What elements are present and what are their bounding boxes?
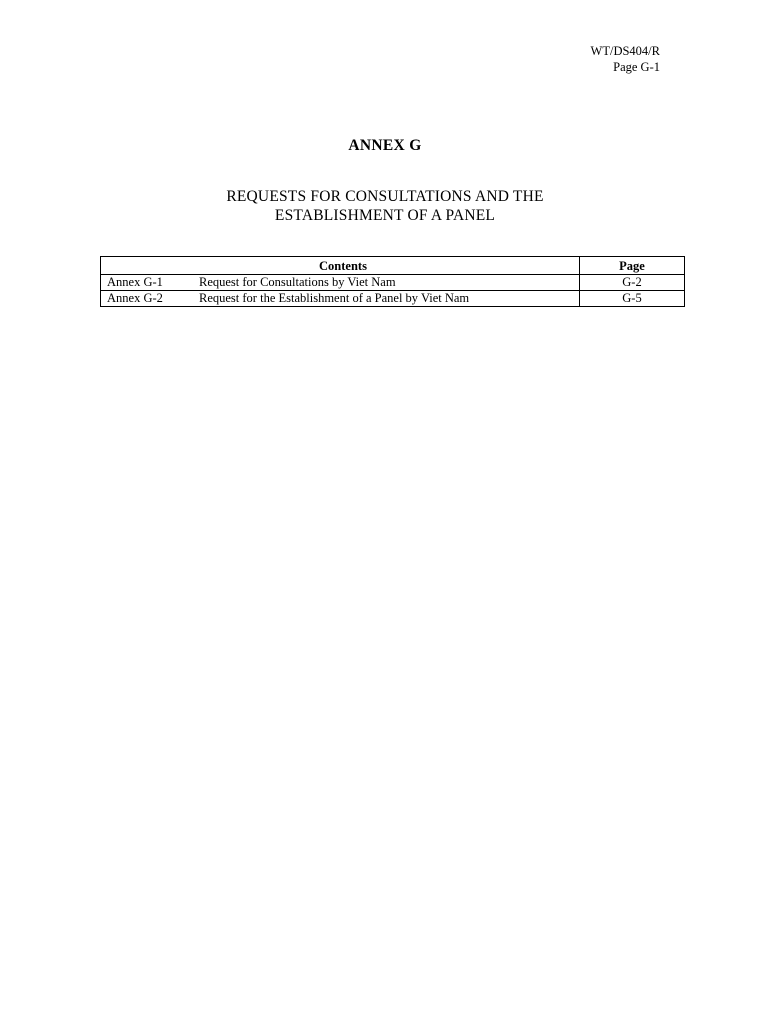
table-row <box>101 275 685 291</box>
table-row <box>101 291 685 307</box>
contents-table-header-row <box>101 257 685 275</box>
page-number: Page G-1 <box>613 60 660 74</box>
document-symbol: WT/DS404/R <box>590 44 660 58</box>
annex-description-cell: Request for the Establishment of a Panel by Viet Nam <box>199 291 470 305</box>
annex-description-cell: Request for Consultations by Viet Nam <box>193 275 580 291</box>
page-column-header: Page <box>580 257 685 275</box>
annex-id-cell: Annex G-2 <box>107 291 163 305</box>
document-title-line-2: ESTABLISHMENT OF A PANEL <box>274 207 496 224</box>
document-title-line-1: REQUESTS FOR CONSULTATIONS AND THE <box>226 188 544 205</box>
annex-page-cell: G-5 <box>580 291 685 307</box>
contents-table <box>100 256 685 307</box>
document-title <box>0 187 770 225</box>
contents-column-header: Contents <box>101 257 580 275</box>
annex-id-cell: Annex G-1 <box>101 275 194 291</box>
annex-page-cell: G-2 <box>580 275 685 291</box>
page-header <box>591 43 660 75</box>
annex-title: ANNEX G <box>348 137 422 154</box>
